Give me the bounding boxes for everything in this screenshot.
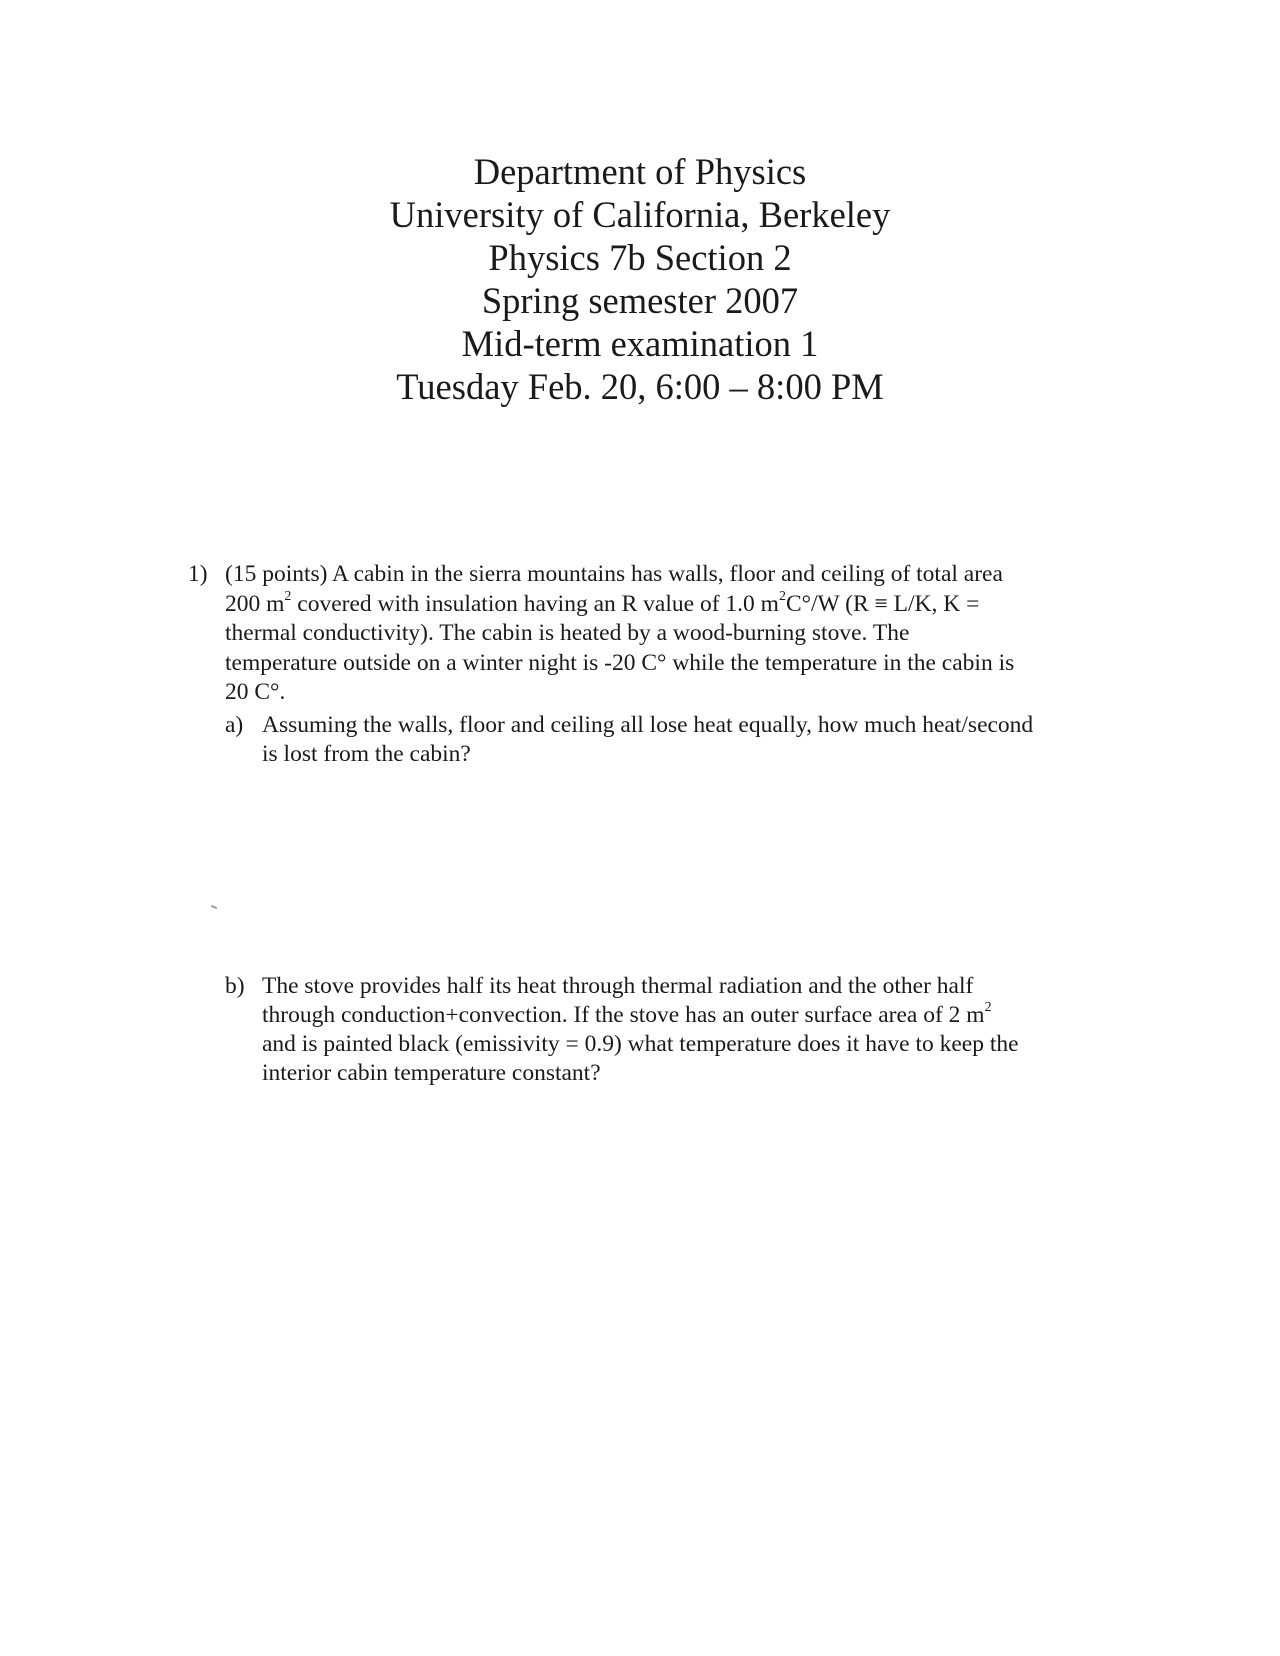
superscript: 2: [778, 588, 786, 604]
question-line-5: 20 C°.: [225, 679, 286, 705]
part-text: [262, 711, 1033, 769]
part-label: a): [225, 712, 244, 738]
semester-line: Spring semester 2007: [481, 280, 799, 321]
superscript: 2: [984, 1000, 992, 1016]
text-segment: C°/W (R ≡ L/K, K =: [785, 590, 980, 617]
question-text: [225, 560, 1085, 708]
superscript: 2: [284, 588, 292, 604]
course-line: Physics 7b Section 2: [488, 237, 792, 278]
text-segment: through conduction+convection. If the stove has an outer surface area of 2 m: [262, 1002, 985, 1028]
part-a-line-1: Assuming the walls, floor and ceiling all lose heat equally, how much heat/second: [262, 712, 1034, 738]
text-segment: covered with insulation having an R value of 1.0 m: [291, 590, 779, 617]
part-b-line-2: [262, 1001, 1019, 1030]
university-line: University of California, Berkeley: [389, 194, 891, 235]
question-line-4: temperature outside on a winter night is -20 C° while the temperature in the cabin is: [225, 649, 1015, 676]
part-b-line-1: The stove provides half its heat through thermal radiation and the other half: [262, 973, 974, 999]
question-line-2: [225, 590, 1085, 620]
department-line: Department of Physics: [473, 151, 807, 192]
question-line-3: thermal conductivity). The cabin is heated by a wood-burning stove. The: [225, 620, 910, 646]
exam-date-line: Tuesday Feb. 20, 6:00 – 8:00 PM: [396, 366, 884, 407]
exam-title-line: Mid-term examination 1: [461, 323, 819, 364]
part-label: b): [225, 973, 245, 999]
text-segment: 200 m: [225, 590, 285, 617]
part-b-line-4: interior cabin temperature constant?: [262, 1060, 601, 1086]
exam-header: [0, 150, 1280, 408]
part-text: [262, 972, 1019, 1088]
stray-mark: [211, 905, 217, 909]
part-a-line-2: is lost from the cabin?: [262, 741, 471, 767]
question-number: 1): [188, 561, 208, 587]
question-line-1: (15 points) A cabin in the sierra mountains has walls, floor and ceiling of total area: [225, 561, 1003, 587]
part-b-line-3: and is painted black (emissivity = 0.9) what temperature does it have to keep the: [262, 1031, 1019, 1057]
